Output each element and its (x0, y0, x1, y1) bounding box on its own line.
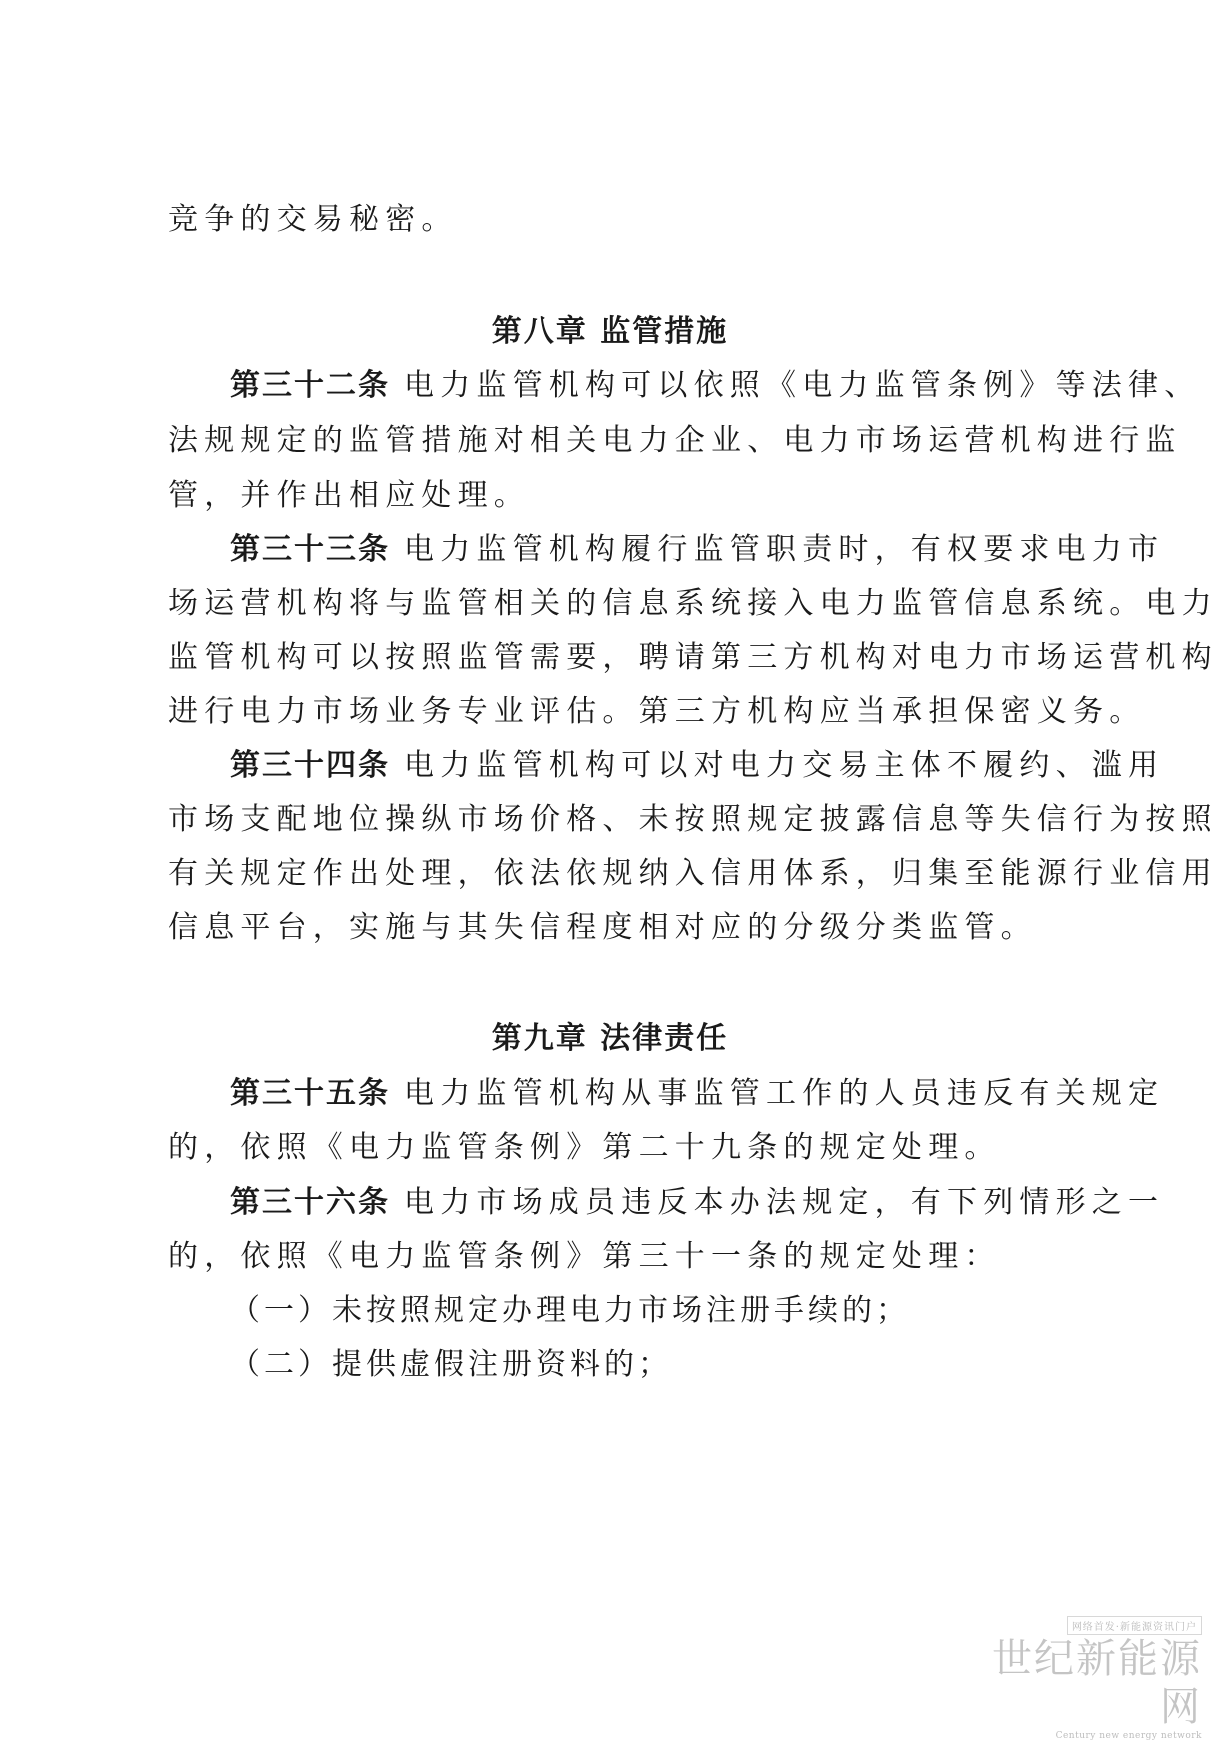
paragraph-line: 的，依照《电力监管条例》第二十九条的规定处理。 (168, 1130, 1001, 1165)
article-text: 电力市场成员违反本办法规定，有下列情形之一 (404, 1185, 1165, 1220)
list-item: （一）未按照规定办理电力市场注册手续的； (230, 1293, 910, 1328)
paragraph-line: 有关规定作出处理，依法依规纳入信用体系，归集至能源行业信用 (168, 856, 1218, 891)
paragraph-line: 的，依照《电力监管条例》第三十一条的规定处理： (168, 1239, 1001, 1274)
article-line (230, 1183, 1165, 1223)
article-label: 第三十六条 (230, 1185, 390, 1220)
article-line (230, 366, 1201, 406)
article-label: 第三十二条 (230, 368, 390, 403)
list-item: （二）提供虚假注册资料的； (230, 1347, 672, 1382)
paragraph-line: 市场支配地位操纵市场价格、未按照规定披露信息等失信行为按照 (168, 802, 1218, 837)
watermark-title: 世纪新能源网 (992, 1636, 1202, 1730)
article-line (230, 530, 1165, 570)
watermark-logo (962, 1615, 1202, 1741)
paragraph-line: 监管机构可以按照监管需要，聘请第三方机构对电力市场运营机构 (168, 640, 1218, 675)
article-line (230, 746, 1165, 786)
article-text: 电力监管机构从事监管工作的人员违反有关规定 (404, 1076, 1165, 1111)
paragraph-line: 信息平台，实施与其失信程度相对应的分级分类监管。 (168, 910, 1037, 945)
article-text: 电力监管机构可以依照《电力监管条例》等法律、 (404, 368, 1201, 403)
paragraph-line: 场运营机构将与监管相关的信息系统接入电力监管信息系统。电力 (168, 586, 1218, 621)
paragraph-line: 法规规定的监管措施对相关电力企业、电力市场运营机构进行监 (168, 423, 1182, 458)
article-line (230, 1074, 1165, 1114)
article-text: 电力监管机构可以对电力交易主体不履约、滥用 (404, 748, 1165, 783)
article-label: 第三十五条 (230, 1076, 390, 1111)
chapter-heading: 第八章 监管措施 (491, 314, 729, 349)
article-text: 电力监管机构履行监管职责时，有权要求电力市 (404, 532, 1165, 567)
paragraph-line: 竞争的交易秘密。 (168, 202, 458, 237)
watermark-subtitle: Century new energy network (1055, 1731, 1202, 1741)
watermark-tagline: 网络首发·新能源资讯门户 (1067, 1616, 1202, 1635)
chapter-heading: 第九章 法律责任 (491, 1021, 729, 1056)
paragraph-line: 进行电力市场业务专业评估。第三方机构应当承担保密义务。 (168, 694, 1146, 729)
article-label: 第三十三条 (230, 532, 390, 567)
paragraph-line: 管，并作出相应处理。 (168, 478, 530, 513)
article-label: 第三十四条 (230, 748, 390, 783)
